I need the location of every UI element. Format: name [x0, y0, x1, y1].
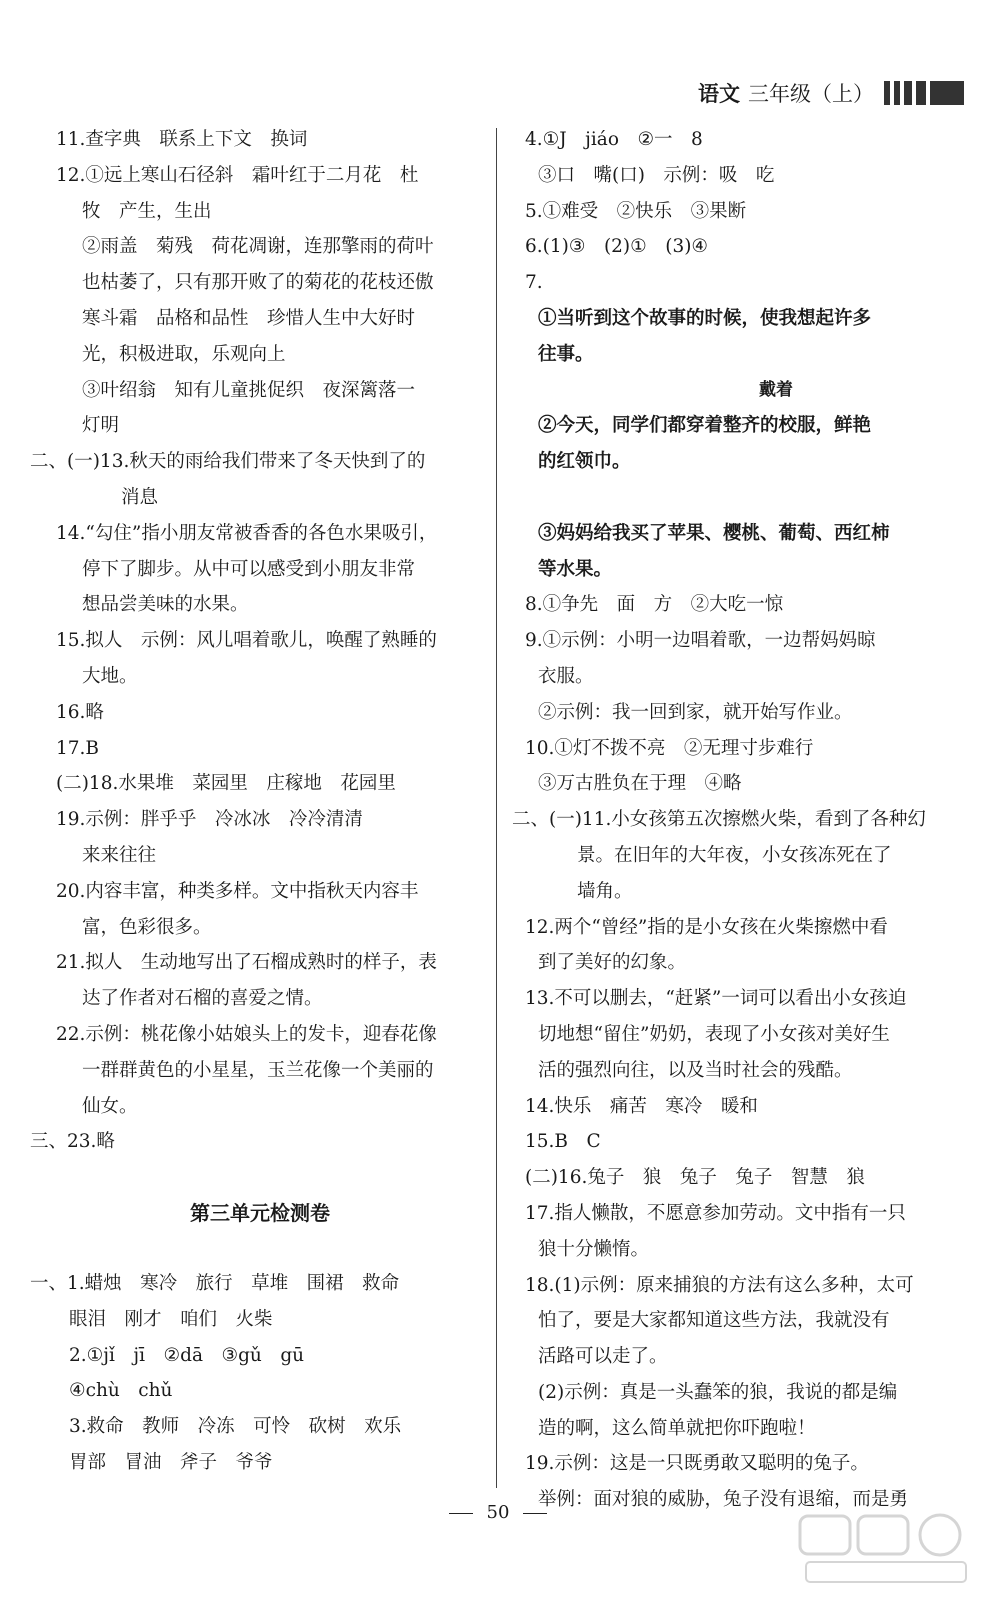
answer-line: 等水果。 — [538, 558, 613, 580]
answer-line: 17.指人懒散，不愿意参加劳动。文中指有一只 — [525, 1202, 906, 1224]
column-divider — [496, 128, 497, 1488]
answer-line: 12.①远上寒山石径斜 霜叶红于二月花 杜 — [56, 164, 419, 186]
answer-line: 2.①jǐ jī ②dā ③gǔ gū — [69, 1344, 305, 1366]
answer-line: 8.①争先 面 方 ②大吃一惊 — [525, 594, 784, 616]
page-number: 50 — [486, 1502, 510, 1523]
answer-line: 大地。 — [82, 665, 138, 687]
answer-line: 11.查字典 联系上下文 换词 — [56, 129, 308, 150]
answer-line: (2)示例：真是一头蠢笨的狼，我说的都是编 — [538, 1381, 898, 1403]
answer-line: 6.(1)③ (2)① (3)④ — [525, 236, 709, 258]
answer-line: 也枯萎了，只有那开败了的菊花的花枝还傲 — [82, 272, 434, 294]
answer-line: 9.①示例：小明一边唱着歌，一边帮妈妈晾 — [525, 630, 876, 652]
header-decoration-bars — [880, 81, 964, 105]
answer-line: ③妈妈给我买了苹果、樱桃、葡萄、西红柿 — [538, 522, 890, 544]
answer-line: 19.示例：胖乎乎 冷冰冰 冷冷清清 — [56, 809, 363, 831]
answer-line: 14.“勾住”指小朋友常被香香的各色水果吸引， — [56, 522, 438, 544]
unit-title: 第三单元检测卷 — [190, 1201, 330, 1226]
left-answer-lines-2 — [30, 1266, 490, 1481]
answer-line: ④chù chǔ — [69, 1380, 173, 1402]
answer-line: 20.内容丰富，种类多样。文中指秋天内容丰 — [56, 880, 419, 902]
answer-line: 墙角。 — [577, 880, 633, 902]
answer-line: 14.快乐 痛苦 寒冷 暖和 — [525, 1095, 758, 1117]
answer-line: 19.示例：这是一只既勇敢又聪明的兔子。 — [525, 1453, 869, 1475]
answer-line: 切地想“留住”奶奶，表现了小女孩对美好生 — [538, 1023, 890, 1045]
answer-line: 造的啊，这么简单就把你吓跑啦！ — [538, 1417, 816, 1439]
answer-line: 富，色彩很多。 — [82, 916, 212, 938]
header-subject: 语文 三年级（上） — [698, 81, 874, 106]
answer-line: 举例：面对狼的威胁，兔子没有退缩，而是勇 — [538, 1489, 909, 1511]
right-answer-lines — [512, 122, 960, 1518]
left-column — [30, 122, 490, 1481]
answer-line: 怕了，要是大家都知道这些方法，我就没有 — [538, 1310, 890, 1332]
right-column — [512, 122, 960, 1518]
answer-line: ③口 嘴(口) 示例：吸 吃 — [538, 164, 775, 186]
answer-line: 13.不可以删去，“赶紧”一词可以看出小女孩迫 — [525, 988, 907, 1010]
answer-line: 5.①难受 ②快乐 ③果断 — [525, 200, 747, 222]
answer-line: 10.①灯不拨不亮 ②无理寸步难行 — [525, 737, 814, 759]
answer-line: 胃部 冒油 斧子 爷爷 — [69, 1451, 273, 1473]
answer-line: ②今天，同学们都穿着整齐的校服，鲜艳 — [538, 415, 872, 437]
answer-line: 眼泪 刚才 咱们 火柴 — [69, 1308, 273, 1330]
answer-line: 3.救命 教师 冷冻 可怜 砍树 欢乐 — [69, 1416, 402, 1438]
answer-line: 4.①J jiáo ②一 8 — [525, 129, 703, 150]
answer-line: 18.(1)示例：原来捕狼的方法有这么多种，太可 — [525, 1274, 914, 1296]
answer-line: 景。在旧年的大年夜，小女孩冻死在了 — [577, 844, 892, 866]
answer-line: 来来往往 — [82, 844, 157, 866]
answer-line: 寒斗霜 品格和品性 珍惜人生中大好时 — [82, 307, 416, 329]
answer-line: 牧 产生，生出 — [82, 200, 212, 222]
answer-line: 消息 — [121, 486, 159, 508]
answer-line: (二)16.兔子 狼 兔子 兔子 智慧 狼 — [525, 1167, 865, 1189]
answer-line: 停下了脚步。从中可以感受到小朋友非常 — [82, 558, 416, 580]
answer-line: 三、23.略 — [30, 1131, 115, 1153]
answer-line: 一、1.蜡烛 寒冷 旅行 草堆 围裙 救命 — [30, 1272, 400, 1294]
answer-line: 活路可以走了。 — [538, 1346, 668, 1368]
answer-line: 一群群黄色的小星星，玉兰花像一个美丽的 — [82, 1059, 434, 1081]
page-header — [698, 76, 964, 110]
answer-line: 往事。 — [538, 343, 594, 365]
answer-line: 到了美好的幻象。 — [538, 952, 687, 974]
answer-line: (二)18.水果堆 菜园里 庄稼地 花园里 — [56, 773, 396, 795]
answer-line: ②示例：我一回到家，就开始写作业。 — [538, 701, 853, 723]
answer-line: ①当听到这个故事的时候，使我想起许多 — [538, 307, 872, 329]
answer-line: 7. — [525, 272, 543, 294]
answer-line: 17.B — [56, 737, 100, 759]
answer-line: 的红领巾。 — [538, 451, 631, 473]
answer-line: 21.拟人 生动地写出了石榴成熟时的样子，表 — [56, 952, 437, 974]
answer-line: 衣服。 — [538, 665, 594, 687]
answer-line: 15.B C — [525, 1131, 601, 1153]
answer-line: ③叶绍翁 知有儿童挑促织 夜深篱落一 — [82, 379, 416, 401]
answer-line: 二、(一)13.秋天的雨给我们带来了冬天快到了的 — [30, 451, 426, 473]
answer-line — [512, 480, 960, 516]
answer-line: 二、(一)11.小女孩第五次擦燃火柴，看到了各种幻 — [512, 809, 926, 831]
answer-line: 光，积极进取，乐观向上 — [82, 343, 286, 365]
answer-line: 达了作者对石榴的喜爱之情。 — [82, 988, 323, 1010]
answer-line: 15.拟人 示例：风儿唱着歌儿，唤醒了熟睡的 — [56, 630, 437, 652]
answer-line: 活的强烈向往，以及当时社会的残酷。 — [538, 1059, 853, 1081]
answer-line: 想品尝美味的水果。 — [82, 594, 249, 616]
answer-line: 灯明 — [82, 415, 120, 437]
answer-line: ③万古胜负在于理 ④略 — [538, 773, 742, 795]
answer-line: 戴着 — [759, 379, 793, 400]
header-grade: 三年级（上） — [748, 82, 874, 106]
answer-line: 狼十分懒惰。 — [538, 1238, 650, 1260]
answer-line: 仙女。 — [82, 1095, 138, 1117]
answer-line: ②雨盖 菊残 荷花凋谢，连那擎雨的荷叶 — [82, 236, 434, 258]
answer-line: 22.示例：桃花像小姑娘头上的发卡，迎春花像 — [56, 1023, 437, 1045]
answer-line: 16.略 — [56, 701, 104, 723]
watermark-logo — [796, 1512, 976, 1588]
left-answer-lines — [30, 122, 490, 1160]
answer-line: 12.两个“曾经”指的是小女孩在火柴擦燃中看 — [525, 916, 888, 938]
